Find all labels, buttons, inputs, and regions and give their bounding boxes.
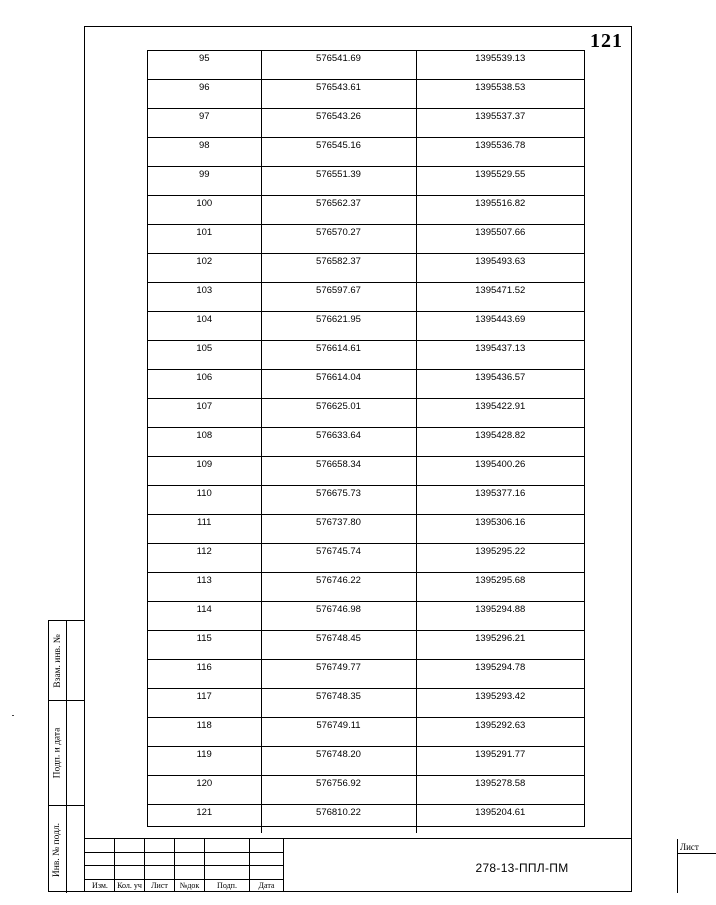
table-row xyxy=(148,602,584,631)
title-col-list: Лист xyxy=(151,881,168,890)
x-coordinate-cell: 576748.20 xyxy=(261,747,416,776)
point-number-cell: 100 xyxy=(148,196,261,225)
title-col-izm: Изм. xyxy=(92,881,108,890)
coordinates-table xyxy=(147,50,585,827)
y-coordinate-cell: 1395437.13 xyxy=(416,341,584,370)
y-coordinate-cell: 1395443.69 xyxy=(416,312,584,341)
point-number-cell: 107 xyxy=(148,399,261,428)
table-row xyxy=(148,283,584,312)
point-number-cell: 101 xyxy=(148,225,261,254)
coordinates-table-grid xyxy=(148,51,584,833)
side-stamp xyxy=(48,620,84,892)
point-number-cell: 98 xyxy=(148,138,261,167)
side-label-podp-data: Подп. и дата xyxy=(52,727,63,779)
table-row xyxy=(148,718,584,747)
x-coordinate-cell: 576621.95 xyxy=(261,312,416,341)
point-number-cell: 105 xyxy=(148,341,261,370)
point-number-cell: 102 xyxy=(148,254,261,283)
table-row xyxy=(148,573,584,602)
scan-speck xyxy=(12,715,14,716)
table-row xyxy=(148,167,584,196)
table-row xyxy=(148,805,584,834)
x-coordinate-cell: 576545.16 xyxy=(261,138,416,167)
y-coordinate-cell: 1395536.78 xyxy=(416,138,584,167)
side-cell-vzam-inv xyxy=(49,621,84,701)
x-coordinate-cell: 576633.64 xyxy=(261,428,416,457)
y-coordinate-cell: 1395296.21 xyxy=(416,631,584,660)
x-coordinate-cell: 576541.69 xyxy=(261,51,416,80)
x-coordinate-cell: 576746.98 xyxy=(261,602,416,631)
x-coordinate-cell: 576756.92 xyxy=(261,776,416,805)
table-row xyxy=(148,370,584,399)
table-row xyxy=(148,747,584,776)
point-number-cell: 103 xyxy=(148,283,261,312)
table-row xyxy=(148,486,584,515)
table-row xyxy=(148,225,584,254)
table-row xyxy=(148,399,584,428)
title-block xyxy=(84,838,699,892)
title-col-podp: Подп. xyxy=(217,881,237,890)
point-number-cell: 112 xyxy=(148,544,261,573)
x-coordinate-cell: 576745.74 xyxy=(261,544,416,573)
y-coordinate-cell: 1395428.82 xyxy=(416,428,584,457)
y-coordinate-cell: 1395292.63 xyxy=(416,718,584,747)
table-row xyxy=(148,109,584,138)
point-number-cell: 118 xyxy=(148,718,261,747)
y-coordinate-cell: 1395295.22 xyxy=(416,544,584,573)
x-coordinate-cell: 576658.34 xyxy=(261,457,416,486)
x-coordinate-cell: 576614.04 xyxy=(261,370,416,399)
point-number-cell: 110 xyxy=(148,486,261,515)
table-row xyxy=(148,428,584,457)
y-coordinate-cell: 1395493.63 xyxy=(416,254,584,283)
x-coordinate-cell: 576570.27 xyxy=(261,225,416,254)
y-coordinate-cell: 1395377.16 xyxy=(416,486,584,515)
x-coordinate-cell: 576810.22 xyxy=(261,805,416,834)
point-number-cell: 117 xyxy=(148,689,261,718)
y-coordinate-cell: 1395538.53 xyxy=(416,80,584,109)
x-coordinate-cell: 576749.77 xyxy=(261,660,416,689)
x-coordinate-cell: 576748.35 xyxy=(261,689,416,718)
x-coordinate-cell: 576675.73 xyxy=(261,486,416,515)
table-row xyxy=(148,196,584,225)
table-row xyxy=(148,544,584,573)
x-coordinate-cell: 576746.22 xyxy=(261,573,416,602)
y-coordinate-cell: 1395294.78 xyxy=(416,660,584,689)
y-coordinate-cell: 1395278.58 xyxy=(416,776,584,805)
table-row xyxy=(148,515,584,544)
title-col-ndok: №док xyxy=(179,881,200,890)
point-number-cell: 121 xyxy=(148,805,261,834)
table-row xyxy=(148,312,584,341)
point-number-cell: 96 xyxy=(148,80,261,109)
y-coordinate-cell: 1395422.91 xyxy=(416,399,584,428)
point-number-cell: 111 xyxy=(148,515,261,544)
table-row xyxy=(148,776,584,805)
table-row xyxy=(148,138,584,167)
table-row xyxy=(148,51,584,80)
point-number-cell: 109 xyxy=(148,457,261,486)
y-coordinate-cell: 1395516.82 xyxy=(416,196,584,225)
coordinates-table-body xyxy=(148,51,584,833)
x-coordinate-cell: 576614.61 xyxy=(261,341,416,370)
y-coordinate-cell: 1395537.37 xyxy=(416,109,584,138)
y-coordinate-cell: 1395293.42 xyxy=(416,689,584,718)
y-coordinate-cell: 1395295.68 xyxy=(416,573,584,602)
y-coordinate-cell: 1395539.13 xyxy=(416,51,584,80)
y-coordinate-cell: 1395507.66 xyxy=(416,225,584,254)
table-row xyxy=(148,457,584,486)
x-coordinate-cell: 576625.01 xyxy=(261,399,416,428)
x-coordinate-cell: 576562.37 xyxy=(261,196,416,225)
table-row xyxy=(148,631,584,660)
document-code: 278-13-ППЛ-ПМ xyxy=(475,861,569,875)
table-row xyxy=(148,254,584,283)
y-coordinate-cell: 1395291.77 xyxy=(416,747,584,776)
y-coordinate-cell: 1395471.52 xyxy=(416,283,584,312)
x-coordinate-cell: 576543.61 xyxy=(261,80,416,109)
point-number-cell: 108 xyxy=(148,428,261,457)
x-coordinate-cell: 576582.37 xyxy=(261,254,416,283)
point-number-cell: 114 xyxy=(148,602,261,631)
y-coordinate-cell: 1395306.16 xyxy=(416,515,584,544)
sheet-label: Лист xyxy=(680,842,699,852)
x-coordinate-cell: 576551.39 xyxy=(261,167,416,196)
point-number-cell: 106 xyxy=(148,370,261,399)
y-coordinate-cell: 1395294.88 xyxy=(416,602,584,631)
side-cell-inv-podl xyxy=(49,806,84,893)
side-label-vzam-inv: Взам. инв. № xyxy=(52,633,63,688)
point-number-cell: 119 xyxy=(148,747,261,776)
point-number-cell: 95 xyxy=(148,51,261,80)
point-number-cell: 116 xyxy=(148,660,261,689)
table-row xyxy=(148,660,584,689)
table-row xyxy=(148,341,584,370)
table-row xyxy=(148,689,584,718)
point-number-cell: 113 xyxy=(148,573,261,602)
x-coordinate-cell: 576543.26 xyxy=(261,109,416,138)
title-block-grid xyxy=(84,839,284,892)
x-coordinate-cell: 576737.80 xyxy=(261,515,416,544)
point-number-cell: 97 xyxy=(148,109,261,138)
side-label-inv-podl: Инв. № подл. xyxy=(52,822,63,877)
title-col-kol-uch: Кол. уч xyxy=(117,881,142,890)
y-coordinate-cell: 1395529.55 xyxy=(416,167,584,196)
x-coordinate-cell: 576597.67 xyxy=(261,283,416,312)
x-coordinate-cell: 576748.45 xyxy=(261,631,416,660)
x-coordinate-cell: 576749.11 xyxy=(261,718,416,747)
y-coordinate-cell: 1395204.61 xyxy=(475,807,526,818)
y-coordinate-cell: 1395436.57 xyxy=(416,370,584,399)
point-number-cell: 99 xyxy=(148,167,261,196)
point-number-cell: 104 xyxy=(148,312,261,341)
side-cell-podp-data xyxy=(49,701,84,806)
table-row xyxy=(148,80,584,109)
page-number: 121 xyxy=(590,30,623,52)
title-col-data: Дата xyxy=(258,881,275,890)
y-coordinate-cell: 1395400.26 xyxy=(416,457,584,486)
point-number-cell: 120 xyxy=(148,776,261,805)
sheet-box xyxy=(677,839,716,893)
point-number-cell: 115 xyxy=(148,631,261,660)
